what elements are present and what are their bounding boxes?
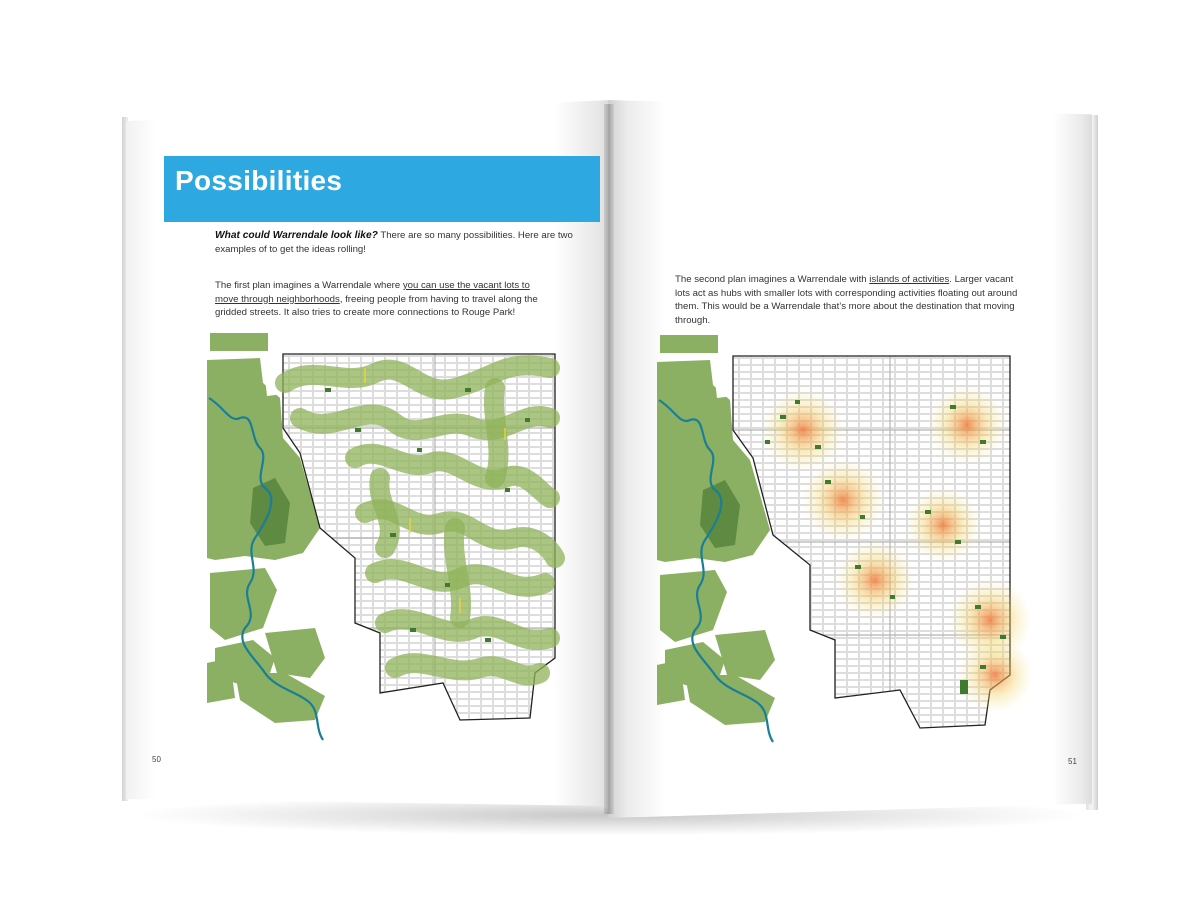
activity-hub: [801, 458, 885, 542]
intro-paragraph: [215, 229, 600, 256]
activity-hub: [905, 487, 981, 563]
plan1-paragraph: [215, 279, 545, 320]
plan2-text-start: The second plan imagines a Warrendale with: [675, 274, 870, 285]
park-block: [210, 333, 268, 351]
page-number-left: 50: [152, 755, 161, 764]
intro-question: What could Warrendale look like?: [215, 230, 378, 241]
book-gutter: [604, 104, 614, 814]
intro-text: There are so many possibilities. Here are two examples of to get the ideas rolling!: [215, 230, 573, 255]
activity-hub: [835, 540, 915, 620]
plan1-highlight: you can use the vacant lots to move through neighborhoods: [215, 280, 530, 305]
page-title: Possibilities: [175, 165, 343, 196]
plan1-text-start: The first plan imagines a Warrendale where: [215, 280, 403, 291]
plan2-highlight: islands of activities: [869, 274, 950, 285]
plan2-map: [655, 330, 1035, 745]
plan1-map: [205, 328, 580, 743]
page-number-right: 51: [1068, 757, 1077, 766]
plan1-text-end: , freeing people from having to travel along the gridded streets. It also tries to create more connections to Rouge Park!: [215, 293, 538, 318]
plan2-paragraph: [675, 273, 1030, 327]
activity-hub: [927, 385, 1007, 465]
activity-hub: [957, 637, 1033, 713]
plan2-text-end: . Larger vacant lots act as hubs with smaller lots with corresponding activities floating out around them. This would be a Warrendale that’s more about the destination that moving through.: [675, 274, 1018, 326]
